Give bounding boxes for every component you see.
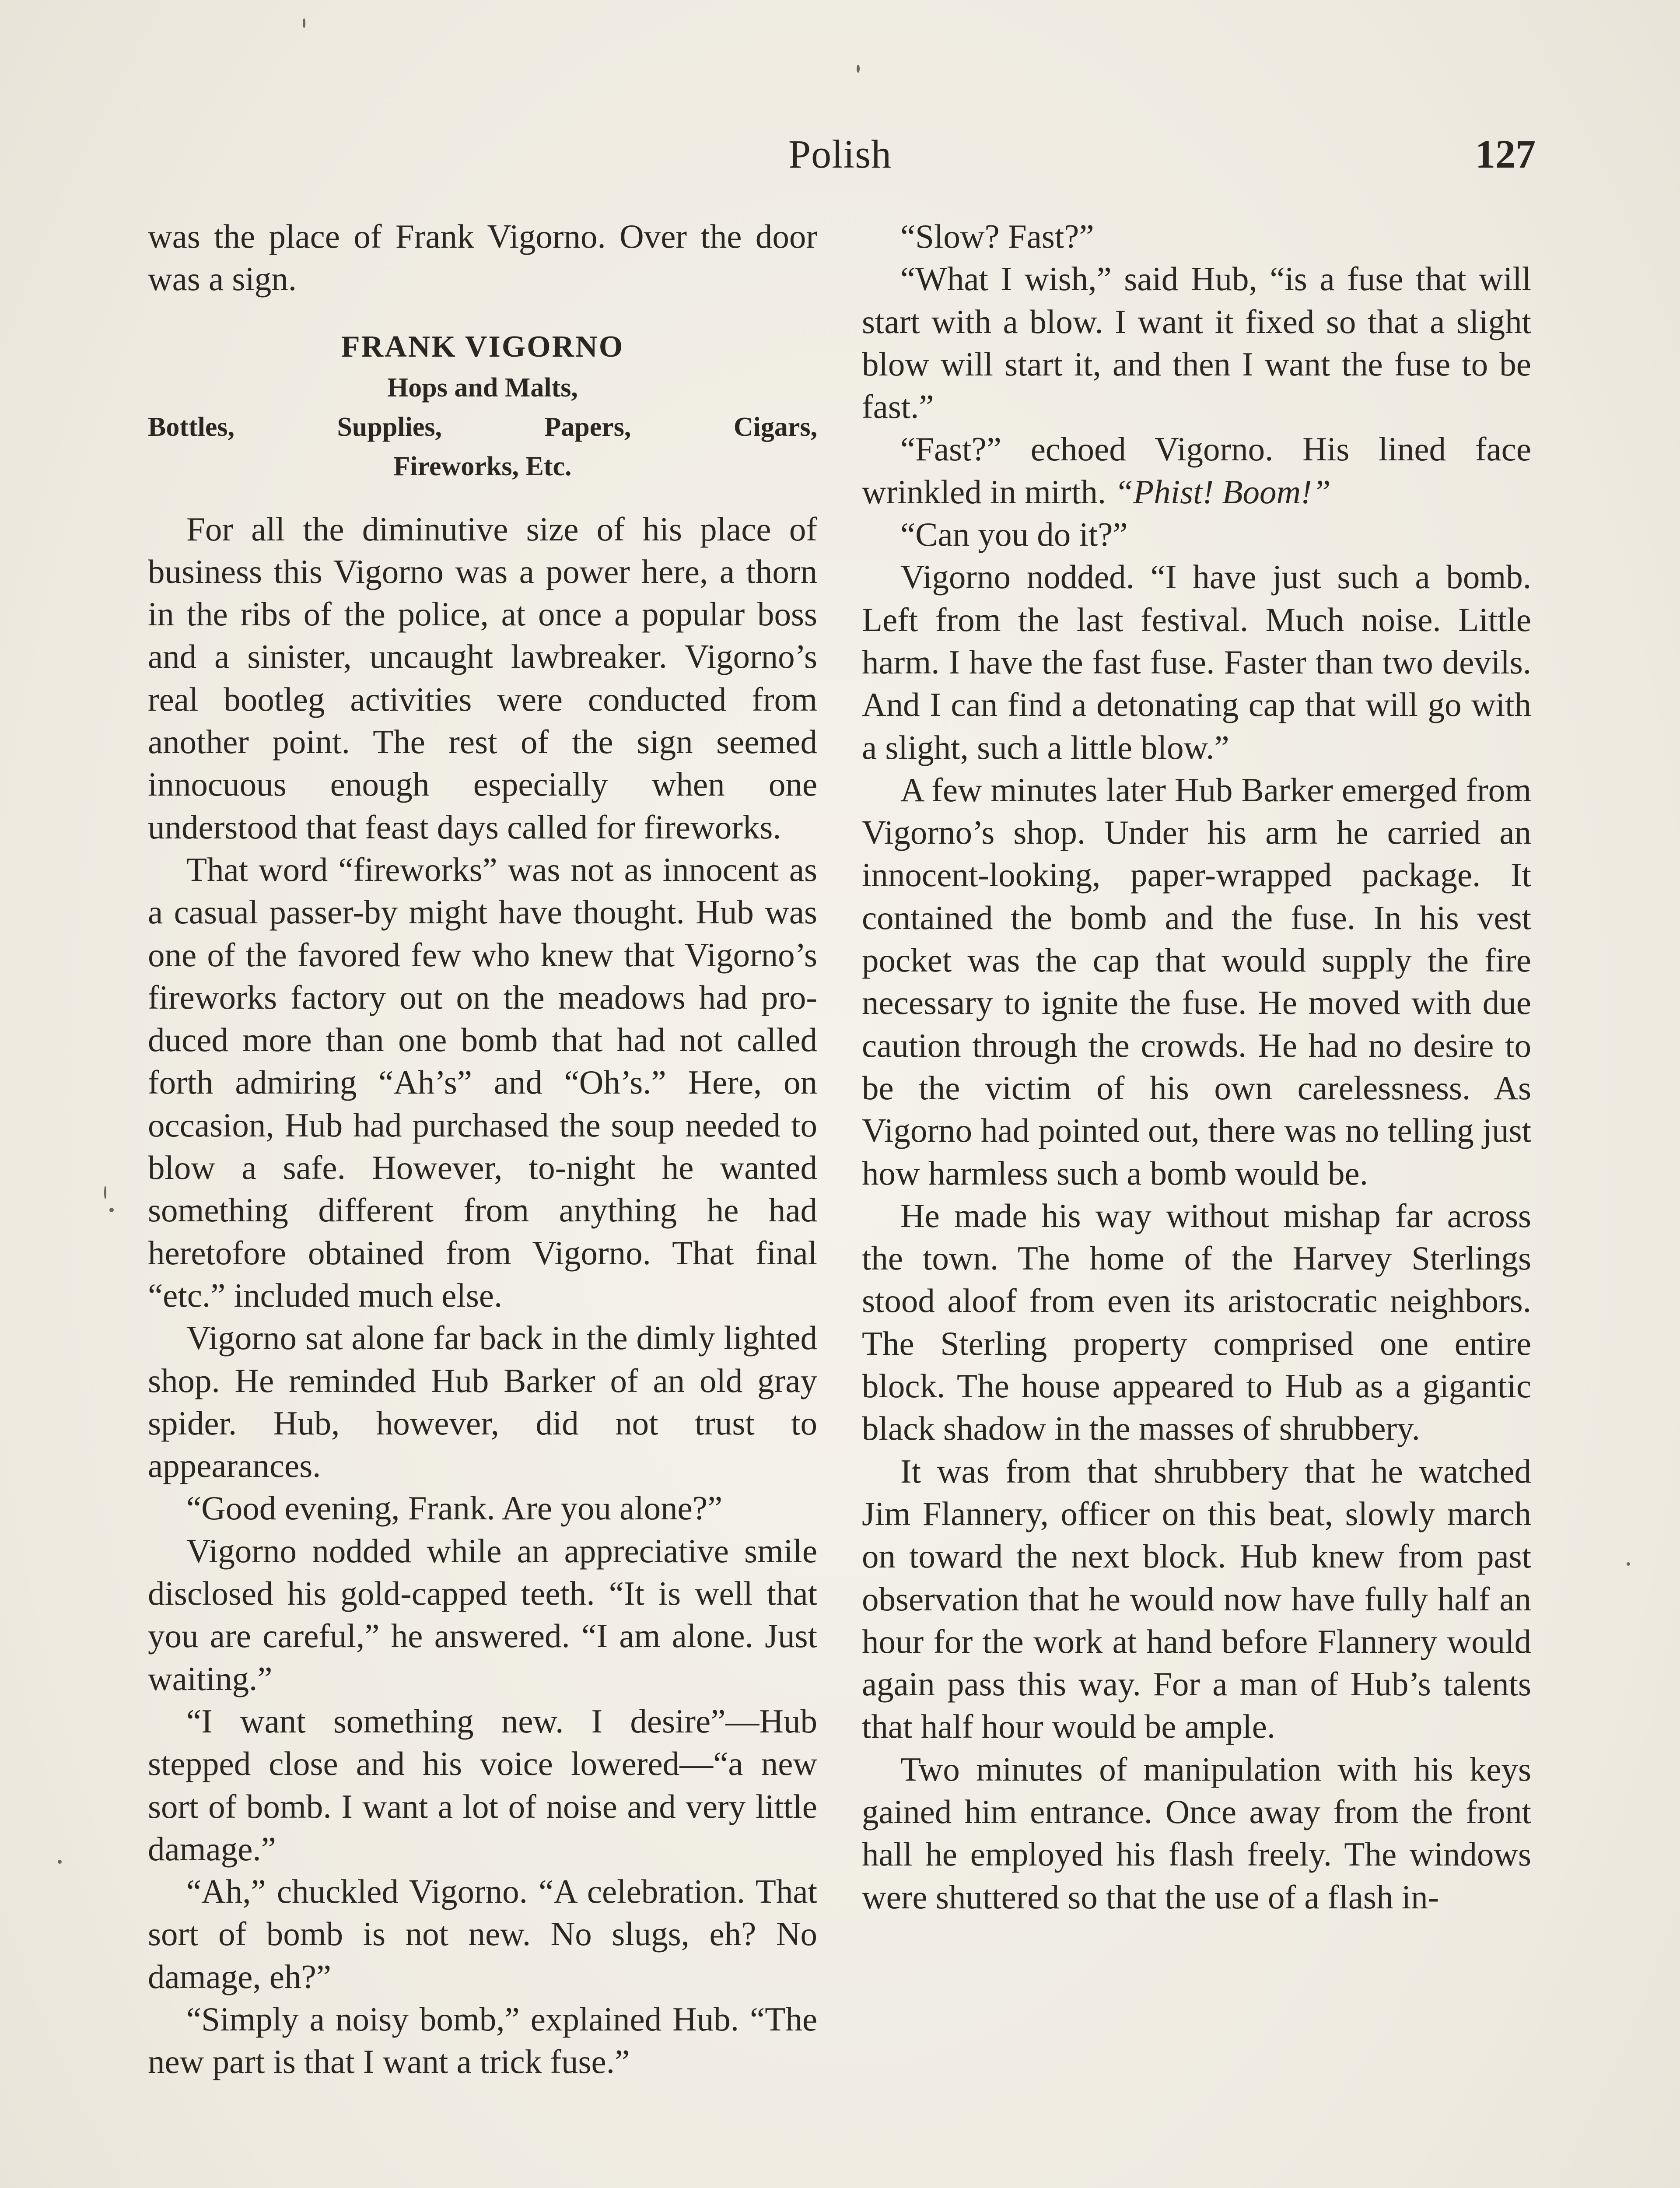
paragraph: It was from that shrubbery that he watched Jim Flannery, officer on this beat, slowly march on toward the next block. Hub knew from past observation that he would now have fully half an hour for the work at hand before Flannery would again pass this way. For a man of Hub’s talents that half hour would be ample.: [862, 1452, 1531, 1746]
sign-line: Hops and Malts,: [387, 372, 578, 403]
sign-item: Supplies,: [337, 412, 442, 442]
paragraph: “Slow? Fast?”: [900, 217, 1094, 255]
sign-name: FRANK VIGORNO: [341, 330, 624, 364]
paragraph: “Can you do it?”: [900, 515, 1128, 554]
shop-sign: [148, 326, 817, 486]
paragraph: He made his way without mishap far across the town. The home of the Harvey Sterlings stood aloof from even its aristocratic neighbors. The Sterling property comprised one entire block. The house appeared to Hub as a gigantic black shadow in the masses of shrubbery.: [862, 1196, 1531, 1448]
sign-item: Papers,: [544, 412, 631, 442]
paragraph: Two minutes of manipulation with his keys gained him entrance. Once away from the front hall he employed his flash freely. The windows were shuttered so that the use of a flash in-: [862, 1750, 1531, 1916]
running-head: [144, 128, 1536, 180]
left-column: [148, 215, 817, 2083]
paragraph-text: “Fast?” echoed Vigorno. His lined face wrinkled in mirth.: [862, 430, 1531, 511]
sign-line: Fireworks, Etc.: [393, 451, 572, 481]
paragraph: For all the diminutive size of his place of business this Vigorno was a power here, a thorn in the ribs of the police, at once a popular boss and a sinister, uncaught lawbreaker. Vigorno’s real bootleg activities were conducted from another point. The rest of the sign seemed innocuous enough especially when one understood that feast days called for fireworks.: [148, 510, 817, 846]
paragraph: “Good evening, Frank. Are you alone?”: [186, 1489, 723, 1527]
paragraph: [862, 428, 1531, 513]
running-title: Polish: [788, 132, 892, 176]
paragraph: was the place of Frank Vigorno. Over the door was a sign.: [148, 217, 817, 298]
paragraph: “Ah,” chuckled Vigorno. “A celebration. That sort of bomb is not new. No slugs, eh? No damage, eh?”: [148, 1872, 817, 1995]
sign-items: [148, 407, 817, 447]
paragraph: Vigorno sat alone far back in the dimly lighted shop. He reminded Hub Barker of an old gray spider. Hub, however, did not trust to appearances.: [148, 1319, 817, 1485]
page-number: 127: [1475, 132, 1536, 176]
paragraph: “What I wish,” said Hub, “is a fuse that will start with a blow. I want it fixed so that a slight blow will start it, and then I want the fuse to be fast.”: [862, 260, 1531, 426]
italic-exclamation: “Phist! Boom!”: [1114, 473, 1331, 511]
paragraph: “I want something new. I desire”—Hub stepped close and his voice lowered—“a new sort of bomb. I want a lot of noise and very little damage.”: [148, 1702, 817, 1868]
sign-item: Cigars,: [733, 412, 817, 442]
paragraph: That word “fireworks” was not as innocent as a casual passer-by might have thought. Hub was one of the favored few who knew that Vigorno’s fireworks factory out on the meadows had produced more than one bomb that had not called forth admiring “Ah’s” and “Oh’s.” Here, on occasion, Hub had purchased the soup needed to blow a safe. However, to-night he wanted something different from anything he had heretofore obtained from Vigorno. That final “etc.” included much else.: [148, 850, 817, 1314]
right-column: [862, 215, 1531, 1918]
paragraph: A few minutes later Hub Barker emerged from Vigorno’s shop. Under his arm he carried an innocent-looking, paper-wrapped package. It contained the bomb and the fuse. In his vest pocket was the cap that would supply the fire necessary to ignite the fuse. He moved with due caution through the crowds. He had no desire to be the victim of his own carelessness. As Vigorno had pointed out, there was no telling just how harmless such a bomb would be.: [862, 771, 1531, 1192]
sign-item: Bottles,: [148, 412, 235, 442]
paragraph: Vigorno nodded. “I have just such a bomb. Left from the last festival. Much noise. Little harm. I have the fast fuse. Faster than two devils. And I can find a detonating cap that will go with a slight, such a little blow.”: [862, 558, 1531, 766]
paragraph: “Simply a noisy bomb,” explained Hub. “The new part is that I want a trick fuse.”: [148, 2000, 817, 2081]
paragraph: Vigorno nodded while an appreciative smile disclosed his gold-capped teeth. “It is well that you are careful,” he answered. “I am alone. Just waiting.”: [148, 1532, 817, 1697]
